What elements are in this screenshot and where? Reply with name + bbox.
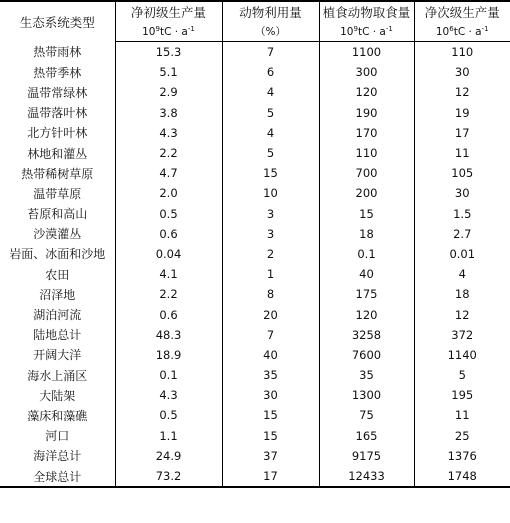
nsp-cell: 2.7 — [453, 226, 472, 241]
herbivore-intake-cell: 190 — [319, 103, 414, 123]
herbivore-intake-cell: 3258 — [319, 325, 414, 345]
nsp-cell: 30 — [454, 186, 470, 201]
herbivore-intake-cell: 1300 — [319, 385, 414, 405]
unit-animal-use: （%） — [222, 22, 319, 42]
nsp-cell: 17 — [454, 125, 470, 140]
herbivore-intake-cell: 40 — [319, 264, 414, 284]
herbivore-intake-cell: 18 — [319, 224, 414, 244]
ecosystem-name-cell: 温带草原 — [0, 183, 115, 203]
table-row — [0, 123, 510, 143]
table-row — [0, 365, 510, 385]
npp-cell: 73.2 — [115, 466, 222, 487]
animal-use-cell: 1 — [222, 264, 319, 284]
npp-cell: 48.3 — [115, 325, 222, 345]
unit-npp: $10^9tC \cdot a^{-1}$ — [115, 22, 222, 42]
animal-use-cell: 5 — [222, 143, 319, 163]
npp-cell: 24.9 — [115, 446, 222, 466]
nsp-cell: 1376 — [447, 448, 477, 463]
npp-cell: 2.2 — [115, 284, 222, 304]
npp-cell: 0.6 — [115, 224, 222, 244]
table-row — [0, 143, 510, 163]
npp-cell: 2.9 — [115, 82, 222, 102]
animal-use-cell: 7 — [222, 42, 319, 63]
animal-use-cell: 6 — [222, 62, 319, 82]
ecosystem-name-cell: 温带落叶林 — [0, 103, 115, 123]
herbivore-intake-cell: 110 — [319, 143, 414, 163]
herbivore-intake-cell: 300 — [319, 62, 414, 82]
npp-cell: 0.5 — [115, 405, 222, 425]
table-row — [0, 466, 510, 487]
table-row — [0, 42, 510, 63]
animal-use-cell: 10 — [222, 183, 319, 203]
herbivore-intake-cell: 200 — [319, 183, 414, 203]
table-row — [0, 345, 510, 365]
npp-cell: 4.1 — [115, 264, 222, 284]
ecosystem-name-cell: 大陆架 — [0, 385, 115, 405]
table-row — [0, 224, 510, 244]
table-row — [0, 264, 510, 284]
herbivore-intake-cell: 1100 — [319, 42, 414, 63]
table-body — [0, 42, 510, 488]
ecosystem-name-cell: 开阔大洋 — [0, 345, 115, 365]
table-row — [0, 446, 510, 466]
npp-cell: 4.3 — [115, 385, 222, 405]
animal-use-cell: 15 — [222, 405, 319, 425]
nsp-cell: 30 — [454, 65, 470, 80]
header-animal-use: 动物利用量 — [222, 1, 319, 22]
ecosystem-name-cell: 农田 — [0, 264, 115, 284]
table-row — [0, 325, 510, 345]
npp-cell: 1.1 — [115, 426, 222, 446]
unit-nsp: $10^6tC \cdot a^{-1}$ — [414, 22, 510, 42]
nsp-cell: 0.01 — [449, 246, 476, 261]
herbivore-intake-cell: 75 — [319, 405, 414, 425]
animal-use-cell: 17 — [222, 466, 319, 487]
ecosystem-name-cell: 海水上涌区 — [0, 365, 115, 385]
animal-use-cell: 8 — [222, 284, 319, 304]
nsp-cell: 12 — [454, 85, 470, 100]
ecosystem-name-cell: 热带季林 — [0, 62, 115, 82]
ecosystem-name-cell: 苔原和高山 — [0, 204, 115, 224]
table-row — [0, 183, 510, 203]
animal-use-cell: 35 — [222, 365, 319, 385]
ecosystem-name-cell: 岩面、冰面和沙地 — [0, 244, 115, 264]
table-row — [0, 82, 510, 102]
nsp-cell: 18 — [454, 287, 470, 302]
nsp-cell: 195 — [451, 388, 474, 403]
ecosystem-name-cell: 河口 — [0, 426, 115, 446]
animal-use-cell: 15 — [222, 163, 319, 183]
npp-cell: 5.1 — [115, 62, 222, 82]
nsp-cell: 110 — [451, 45, 474, 60]
nsp-cell: 25 — [454, 428, 470, 443]
herbivore-intake-cell: 170 — [319, 123, 414, 143]
nsp-cell: 105 — [451, 166, 474, 181]
herbivore-intake-cell: 7600 — [319, 345, 414, 365]
animal-use-cell: 30 — [222, 385, 319, 405]
animal-use-cell: 20 — [222, 304, 319, 324]
npp-cell: 4.7 — [115, 163, 222, 183]
herbivore-intake-cell: 12433 — [319, 466, 414, 487]
ecosystem-name-cell: 湖泊河流 — [0, 304, 115, 324]
npp-cell: 15.3 — [115, 42, 222, 63]
npp-cell: 2.0 — [115, 183, 222, 203]
table-row — [0, 426, 510, 446]
table-row — [0, 284, 510, 304]
herbivore-intake-cell: 15 — [319, 204, 414, 224]
table-row — [0, 385, 510, 405]
npp-cell: 0.1 — [115, 365, 222, 385]
table-row — [0, 244, 510, 264]
herbivore-intake-cell: 700 — [319, 163, 414, 183]
animal-use-cell: 4 — [222, 123, 319, 143]
npp-cell: 0.6 — [115, 304, 222, 324]
table-row — [0, 62, 510, 82]
animal-use-cell: 15 — [222, 426, 319, 446]
nsp-cell: 1748 — [414, 466, 510, 487]
herbivore-intake-cell: 165 — [319, 426, 414, 446]
nsp-cell: 4 — [458, 267, 466, 282]
ecosystem-name-cell: 北方针叶林 — [0, 123, 115, 143]
ecosystem-name-cell: 热带稀树草原 — [0, 163, 115, 183]
table-row — [0, 304, 510, 324]
npp-cell: 2.2 — [115, 143, 222, 163]
npp-cell: 0.04 — [115, 244, 222, 264]
herbivore-intake-cell: 35 — [319, 365, 414, 385]
nsp-cell: 12 — [454, 307, 470, 322]
table-row — [0, 405, 510, 425]
animal-use-cell: 7 — [222, 325, 319, 345]
animal-use-cell: 3 — [222, 204, 319, 224]
table-row — [0, 103, 510, 123]
ecosystem-name-cell: 全球总计 — [0, 466, 115, 487]
nsp-cell: 11 — [454, 146, 470, 161]
animal-use-cell: 3 — [222, 224, 319, 244]
nsp-cell: 1.5 — [453, 206, 472, 221]
header-npp: 净初级生产量 — [115, 1, 222, 22]
animal-use-cell: 5 — [222, 103, 319, 123]
npp-cell: 3.8 — [115, 103, 222, 123]
npp-cell: 18.9 — [115, 345, 222, 365]
ecosystem-name-cell: 陆地总计 — [0, 325, 115, 345]
animal-use-cell: 4 — [222, 82, 319, 102]
nsp-cell: 372 — [451, 327, 474, 342]
npp-cell: 0.5 — [115, 204, 222, 224]
unit-herbivore-intake: $10^9tC \cdot a^{-1}$ — [319, 22, 414, 42]
herbivore-intake-cell: 9175 — [319, 446, 414, 466]
ecosystem-name-cell: 热带雨林 — [0, 42, 115, 63]
herbivore-intake-cell: 0.1 — [319, 244, 414, 264]
ecosystem-name-cell: 藻床和藻礁 — [0, 405, 115, 425]
table-row — [0, 163, 510, 183]
animal-use-cell: 2 — [222, 244, 319, 264]
ecosystem-name-cell: 林地和灌丛 — [0, 143, 115, 163]
ecosystem-name-cell: 温带常绿林 — [0, 82, 115, 102]
npp-cell: 4.3 — [115, 123, 222, 143]
header-ecosystem-type: 生态系统类型 — [0, 1, 115, 42]
herbivore-intake-cell: 175 — [319, 284, 414, 304]
header-herbivore-intake: 植食动物取食量 — [319, 1, 414, 22]
nsp-cell: 19 — [454, 105, 470, 120]
header-nsp: 净次级生产量 — [414, 1, 510, 22]
table-row — [0, 204, 510, 224]
nsp-cell: 11 — [454, 408, 470, 423]
herbivore-intake-cell: 120 — [319, 82, 414, 102]
ecosystem-name-cell: 沙漠灌丛 — [0, 224, 115, 244]
ecosystem-name-cell: 沼泽地 — [0, 284, 115, 304]
animal-use-cell: 37 — [222, 446, 319, 466]
nsp-cell: 5 — [458, 368, 466, 383]
ecosystem-name-cell: 海洋总计 — [0, 446, 115, 466]
nsp-cell: 1140 — [447, 347, 477, 362]
table-header-row — [0, 1, 510, 22]
animal-use-cell: 40 — [222, 345, 319, 365]
herbivore-intake-cell: 120 — [319, 304, 414, 324]
